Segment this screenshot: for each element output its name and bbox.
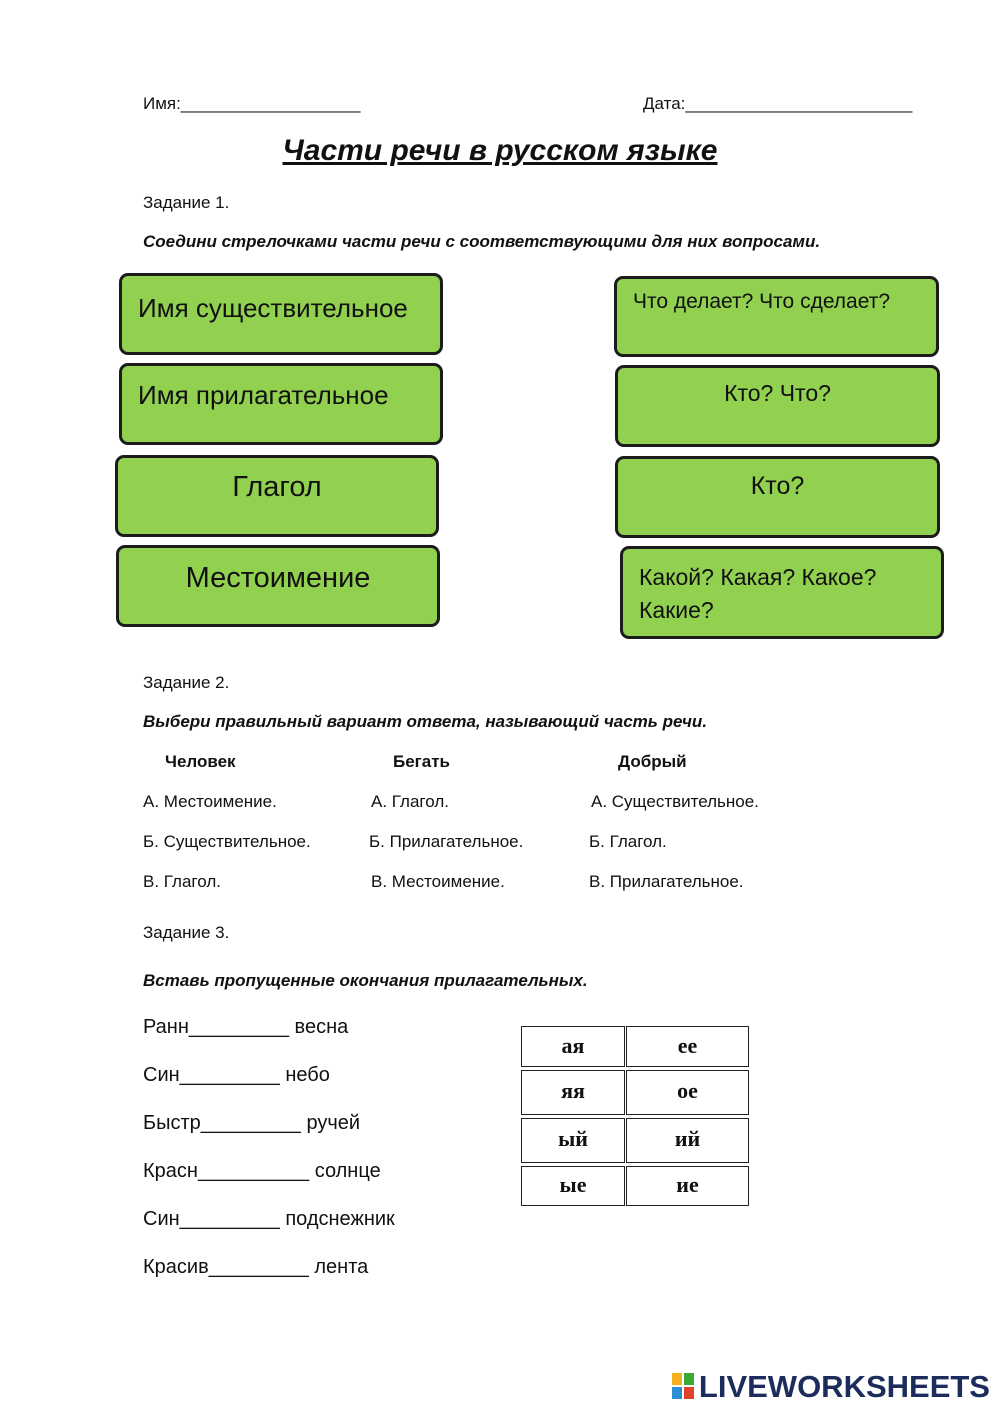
card-question-what-does[interactable] (614, 276, 939, 357)
fill-item-6[interactable]: Красив_________ лента (143, 1256, 369, 1278)
option-3a[interactable]: А. Существительное. (591, 792, 759, 811)
card-noun[interactable] (119, 273, 443, 355)
date-field: Дата:________________________ (643, 94, 913, 113)
card-pronoun-label: Местоимение (185, 562, 371, 594)
task3-heading: Задание 3. (143, 923, 230, 942)
option-2v[interactable]: В. Местоимение. (371, 872, 505, 891)
card-question-who-what[interactable] (615, 365, 940, 447)
card-adjective[interactable] (119, 363, 443, 445)
word-dobryi: Добрый (618, 752, 687, 771)
fill-item-1[interactable]: Ранн_________ весна (143, 1016, 349, 1038)
task1-heading: Задание 1. (143, 193, 230, 212)
option-1a[interactable]: А. Местоимение. (143, 792, 277, 811)
card-question-which-line1: Какой? Какая? Какое? (639, 564, 877, 590)
task1-instruction: Соедини стрелочками части речи с соответствующими для них вопросами. (143, 232, 821, 251)
ending-ie[interactable]: ие (626, 1166, 749, 1206)
card-question-who-what-label: Кто? Что? (724, 380, 831, 406)
word-begat: Бегать (393, 752, 450, 771)
card-question-which[interactable] (620, 546, 944, 639)
option-3v[interactable]: В. Прилагательное. (589, 872, 744, 891)
card-pronoun[interactable] (116, 545, 440, 627)
card-question-who[interactable] (615, 456, 940, 538)
task2-instruction: Выбери правильный вариант ответа, называющий часть речи. (143, 712, 708, 731)
card-noun-label: Имя существительное (138, 293, 408, 323)
ending-ye[interactable]: ые (521, 1166, 625, 1206)
task3-instruction: Вставь пропущенные окончания прилагательных. (143, 971, 588, 990)
ending-yi[interactable]: ый (521, 1118, 625, 1163)
option-2a[interactable]: А. Глагол. (371, 792, 449, 811)
option-3b[interactable]: Б. Глагол. (589, 832, 667, 851)
liveworksheets-logo-icon (672, 1373, 696, 1401)
task2-heading: Задание 2. (143, 673, 230, 692)
ending-yaya[interactable]: яя (521, 1070, 625, 1115)
word-chelovek: Человек (165, 752, 236, 771)
fill-item-3[interactable]: Быстр_________ ручей (143, 1112, 361, 1134)
ending-ee[interactable]: ее (626, 1026, 749, 1067)
ending-ii[interactable]: ий (626, 1118, 749, 1163)
fill-item-5[interactable]: Син_________ подснежник (143, 1208, 395, 1230)
option-1b[interactable]: Б. Существительное. (143, 832, 311, 851)
option-1v[interactable]: В. Глагол. (143, 872, 221, 891)
card-question-which-line2: Какие? (639, 597, 714, 623)
name-field: Имя:___________________ (143, 94, 361, 113)
option-2b[interactable]: Б. Прилагательное. (369, 832, 524, 851)
card-verb[interactable] (115, 455, 439, 537)
ending-aya[interactable]: ая (521, 1026, 625, 1067)
fill-item-2[interactable]: Син_________ небо (143, 1064, 330, 1086)
card-question-who-label: Кто? (750, 472, 805, 500)
card-adjective-label: Имя прилагательное (138, 380, 389, 410)
fill-item-4[interactable]: Красн__________ солнце (143, 1160, 381, 1182)
liveworksheets-logo (672, 1369, 990, 1405)
card-verb-label: Глагол (232, 471, 322, 503)
card-question-what-does-label: Что делает? Что сделает? (633, 290, 891, 313)
liveworksheets-logo-text: LIVEWORKSHEETS (698, 1369, 990, 1404)
page-title: Части речи в русском языке (282, 134, 718, 167)
ending-oe[interactable]: ое (626, 1070, 749, 1115)
